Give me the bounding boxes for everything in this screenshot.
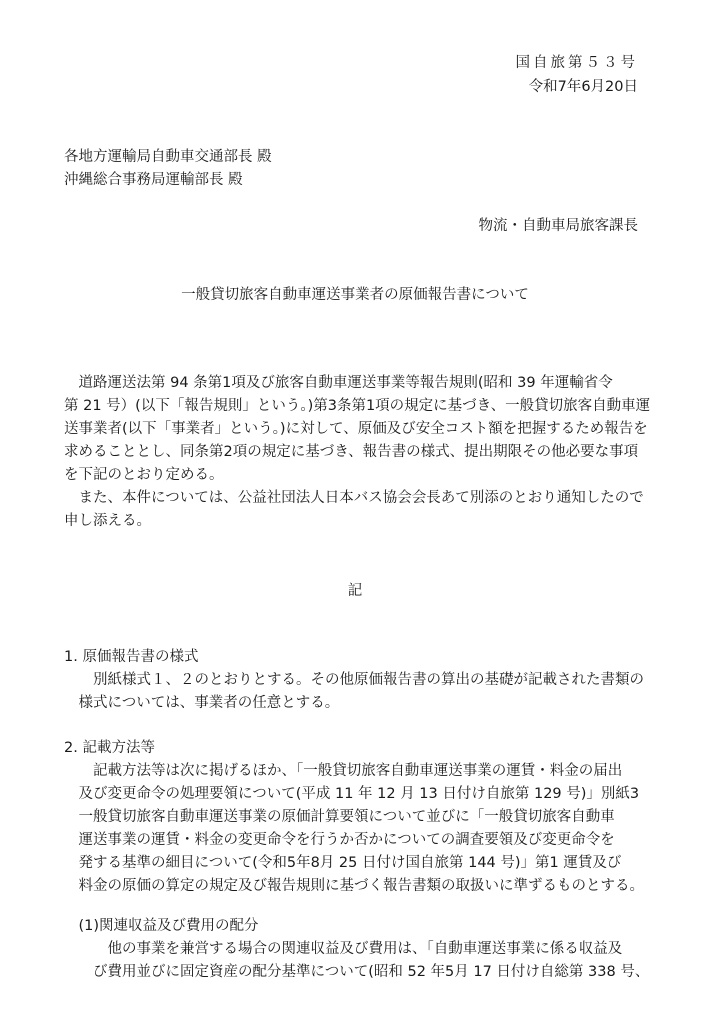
text-line: び費用並びに固定資産の配分基準について(昭和 52 年5月 17 日付け自総第 338 号、	[64, 964, 650, 980]
section-2-body	[64, 760, 648, 898]
section-2-heading: 2. 記載方法等	[64, 740, 155, 756]
document-number: 国自旅第５３号	[515, 55, 638, 71]
text-line: また、本件については、公益社団法人日本バス協会会長あて別添のとおり通知したので	[64, 490, 644, 506]
text-line: を下記のとおり定める。	[64, 467, 224, 483]
subsection-1-body	[64, 938, 648, 984]
text-line: 求めることとし、同条第2項の規定に基づき、報告書の様式、提出期限その他必要な事項	[64, 444, 639, 460]
text-line: 及び変更命令の処理要領について(平成 11 年 12 月 13 日付け自旅第 129 号)」別紙3	[64, 786, 640, 802]
text-line: 別紙様式１、２のとおりとする。その他原価報告書の算出の基礎が記載された書類の	[64, 672, 644, 688]
section-1-body	[64, 669, 648, 715]
document-date: 令和7年6月20日	[528, 79, 638, 95]
text-line: 第 21 号）(以下「報告規則」という。)第3条第1項の規定に基づき、一般貸切旅客自動車運	[64, 398, 651, 414]
text-line: 運送事業の運賃・料金の変更命令を行うか否かについての調査要領及び変更命令を	[64, 832, 615, 848]
text-line: 他の事業を兼営する場合の関連収益及び費用は、「自動車運送事業に係る収益及	[64, 941, 623, 957]
document-title: 一般貸切旅客自動車運送事業者の原価報告書について	[181, 287, 529, 303]
ki-heading: 記	[347, 583, 363, 599]
text-line: 一般貸切旅客自動車運送事業の原価計算要領について並びに「一般貸切旅客自動車	[64, 809, 615, 825]
section-1-heading: 1. 原価報告書の様式	[64, 649, 199, 665]
text-line: 料金の原価の算定の規定及び報告規則に基づく報告書類の取扱いに準ずるものとする。	[64, 878, 644, 894]
text-line: 道路運送法第 94 条第1項及び旅客自動車運送事業等報告規則(昭和 39 年運輸省令	[64, 375, 613, 391]
text-line: 申し添える。	[64, 513, 151, 529]
text-line: 送事業者(以下「事業者」という。)に対して、原価及び安全コスト額を把握するため報告を	[64, 421, 648, 437]
subsection-1-heading: (1)関連収益及び費用の配分	[64, 918, 259, 934]
text-line: 様式については、事業者の任意とする。	[64, 695, 340, 711]
addressee-2: 沖縄総合事務局運輸部長 殿	[64, 172, 243, 188]
text-line: 記載方法等は次に掲げるほか、「一般貸切旅客自動車運送事業の運賃・料金の届出	[64, 763, 623, 779]
sender: 物流・自動車局旅客課長	[478, 218, 638, 234]
intro-paragraph	[64, 372, 651, 533]
text-line: 発する基準の細目について(令和5年8月 25 日付け国自旅第 144 号)」第1 運賃及び	[64, 855, 622, 871]
addressee-1: 各地方運輸局自動車交通部長 殿	[64, 149, 272, 165]
